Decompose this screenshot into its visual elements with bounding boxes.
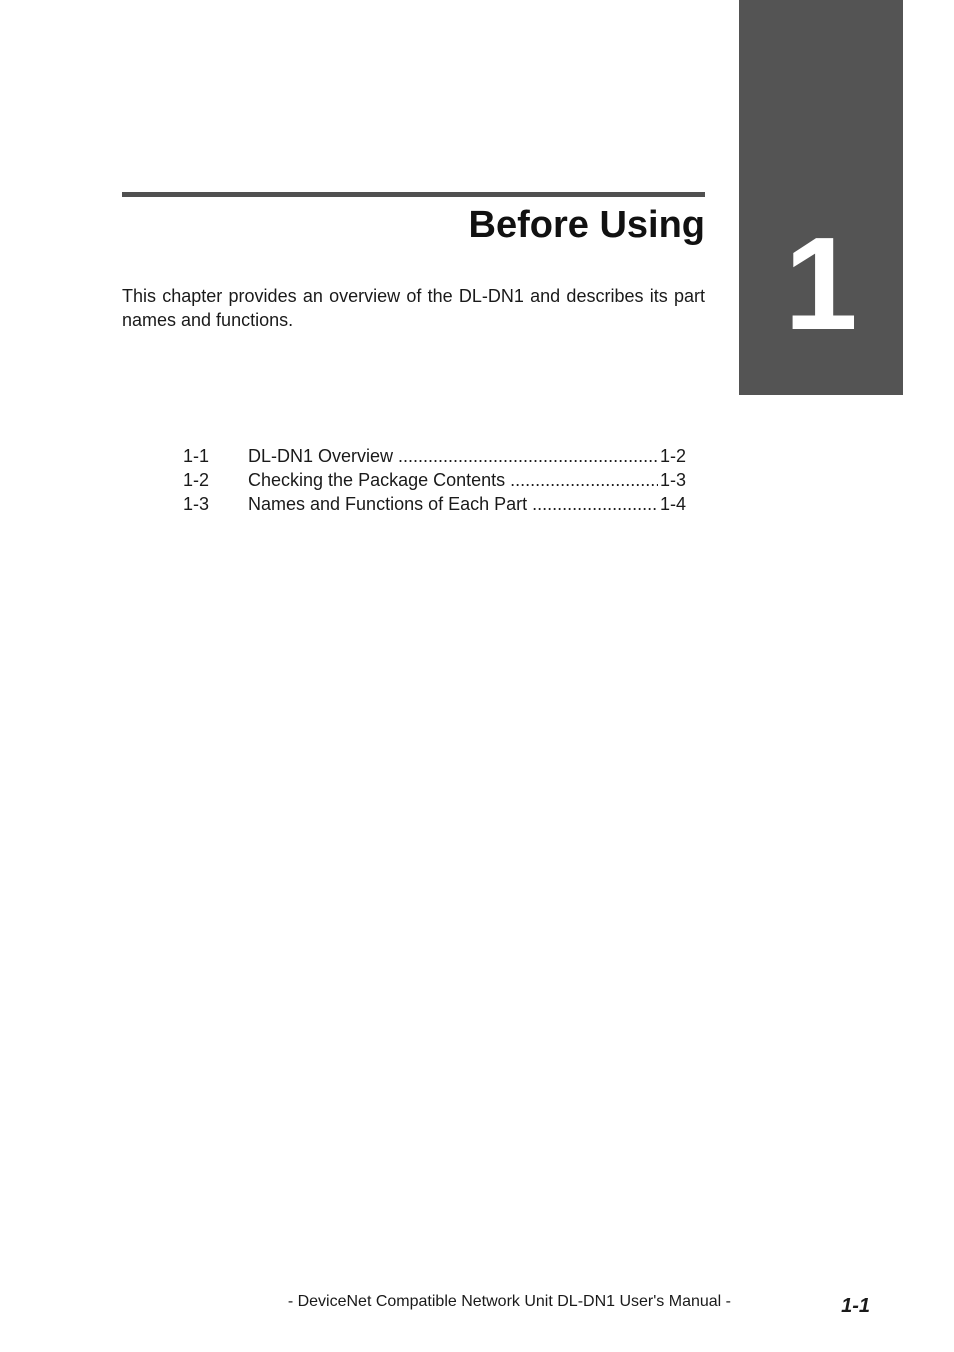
toc-entry-1-2[interactable] — [183, 468, 686, 492]
toc-page-ref: 1-4 — [659, 494, 686, 514]
toc-dot-leader — [532, 492, 658, 516]
title-rule — [122, 192, 705, 197]
footer-manual-title: - DeviceNet Compatible Network Unit DL-DN1 User's Manual - — [287, 1293, 731, 1310]
toc-dot-leader — [510, 468, 658, 492]
toc-page-ref: 1-2 — [659, 446, 686, 466]
toc-entry-1-3[interactable] — [183, 492, 686, 516]
toc-section-title: Checking the Package Contents — [248, 470, 506, 490]
toc-section-number: 1-2 — [183, 470, 210, 490]
chapter-number: 1 — [784, 210, 858, 357]
page-number: 1-1 — [841, 1295, 870, 1317]
toc-section-number: 1-3 — [183, 494, 210, 514]
chapter-title: Before Using — [468, 204, 705, 246]
toc-entry-1-1[interactable] — [183, 444, 686, 468]
chapter-tab — [739, 0, 903, 395]
toc-section-title: DL-DN1 Overview — [248, 446, 394, 466]
chapter-intro: This chapter provides an overview of the DL-DN1 and describes its part names and functions. — [122, 286, 705, 330]
toc-dot-leader — [398, 444, 658, 468]
toc-page-ref: 1-3 — [659, 470, 686, 490]
toc-section-number: 1-1 — [183, 446, 210, 466]
table-of-contents — [183, 444, 686, 516]
toc-section-title: Names and Functions of Each Part — [248, 494, 528, 514]
